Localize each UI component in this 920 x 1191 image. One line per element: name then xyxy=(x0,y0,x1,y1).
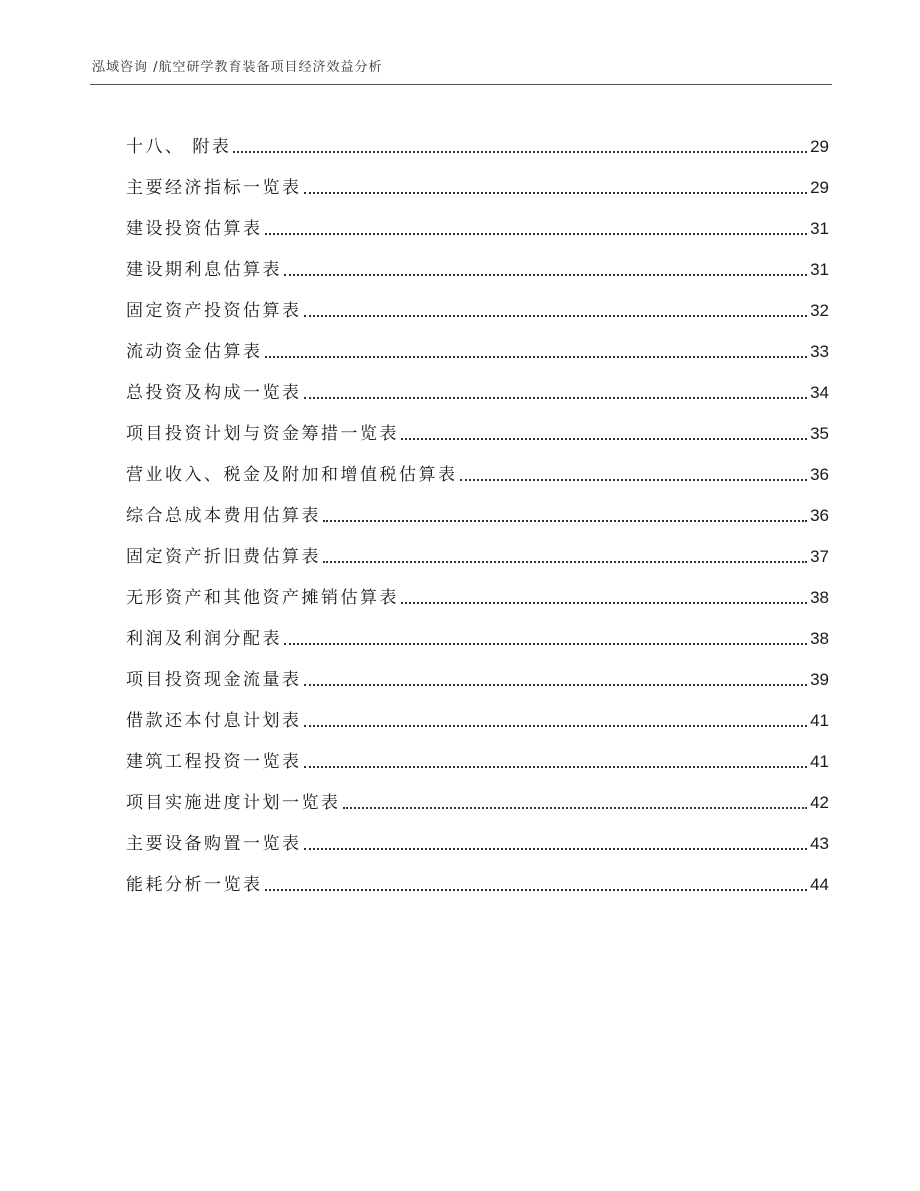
toc-dot-leader xyxy=(323,520,807,522)
toc-dot-leader xyxy=(304,848,808,850)
toc-dot-leader xyxy=(304,766,808,768)
toc-entry[interactable] xyxy=(126,325,829,366)
toc-entry[interactable] xyxy=(126,530,829,571)
toc-dot-leader xyxy=(304,315,808,317)
toc-entry-title: 建设期利息估算表 xyxy=(126,260,282,280)
toc-dot-leader xyxy=(401,602,807,604)
toc-dot-leader xyxy=(265,233,808,235)
toc-entry-page-number: 34 xyxy=(810,383,829,402)
toc-entry-page-number: 38 xyxy=(810,629,829,648)
toc-dot-leader xyxy=(304,397,808,399)
toc-entry-title: 综合总成本费用估算表 xyxy=(126,506,321,526)
header-divider xyxy=(90,84,832,85)
toc-entry-title: 项目投资现金流量表 xyxy=(126,670,302,690)
toc-dot-leader xyxy=(323,561,807,563)
toc-entry[interactable] xyxy=(126,694,829,735)
toc-entry-page-number: 32 xyxy=(810,301,829,320)
toc-entry-title: 固定资产折旧费估算表 xyxy=(126,547,321,567)
toc-dot-leader xyxy=(343,807,808,809)
toc-entry-page-number: 42 xyxy=(810,793,829,812)
toc-dot-leader xyxy=(233,151,807,153)
toc-dot-leader xyxy=(284,643,807,645)
toc-dot-leader xyxy=(304,725,808,727)
toc-entry[interactable] xyxy=(126,612,829,653)
toc-entry[interactable] xyxy=(126,243,829,284)
toc-dot-leader xyxy=(265,356,808,358)
toc-entry-title: 建设投资估算表 xyxy=(126,219,263,239)
toc-entry-page-number: 39 xyxy=(810,670,829,689)
toc-entry[interactable] xyxy=(126,366,829,407)
toc-entry-title: 主要设备购置一览表 xyxy=(126,834,302,854)
toc-entry[interactable] xyxy=(126,817,829,858)
toc-dot-leader xyxy=(284,274,807,276)
toc-entry-title: 无形资产和其他资产摊销估算表 xyxy=(126,588,399,608)
toc-entry-title: 建筑工程投资一览表 xyxy=(126,752,302,772)
toc-entry-page-number: 37 xyxy=(810,547,829,566)
toc-dot-leader xyxy=(304,684,808,686)
toc-entry-title: 营业收入、税金及附加和增值税估算表 xyxy=(126,465,458,485)
toc-entry[interactable] xyxy=(126,735,829,776)
toc-entry-title: 借款还本付息计划表 xyxy=(126,711,302,731)
toc-entry-page-number: 44 xyxy=(810,875,829,894)
toc-entry-page-number: 41 xyxy=(810,711,829,730)
toc-entry[interactable] xyxy=(126,448,829,489)
toc-entry-title: 能耗分析一览表 xyxy=(126,875,263,895)
toc-entry[interactable] xyxy=(126,776,829,817)
toc-dot-leader xyxy=(401,438,807,440)
toc-entry-page-number: 43 xyxy=(810,834,829,853)
toc-entry-title: 总投资及构成一览表 xyxy=(126,383,302,403)
toc-entry-title: 固定资产投资估算表 xyxy=(126,301,302,321)
toc-entry-page-number: 29 xyxy=(810,178,829,197)
toc-entry-title: 流动资金估算表 xyxy=(126,342,263,362)
toc-entry-title: 利润及利润分配表 xyxy=(126,629,282,649)
toc-entry-page-number: 35 xyxy=(810,424,829,443)
toc-entry[interactable] xyxy=(126,489,829,530)
page-header: 泓域咨询 /航空研学教育装备项目经济效益分析 xyxy=(92,60,383,75)
toc-entry[interactable] xyxy=(126,653,829,694)
toc-entry-page-number: 41 xyxy=(810,752,829,771)
toc-entry[interactable] xyxy=(126,407,829,448)
toc-entry-page-number: 36 xyxy=(810,506,829,525)
toc-entry-title: 项目投资计划与资金筹措一览表 xyxy=(126,424,399,444)
toc-entry-page-number: 36 xyxy=(810,465,829,484)
toc-entry[interactable] xyxy=(126,284,829,325)
toc-entry[interactable] xyxy=(126,571,829,612)
toc-dot-leader xyxy=(460,479,808,481)
toc-entry-title: 十八、 附表 xyxy=(126,137,232,157)
toc-dot-leader xyxy=(265,889,808,891)
toc-entry[interactable] xyxy=(126,161,829,202)
toc-dot-leader xyxy=(304,192,808,194)
toc-entry[interactable] xyxy=(126,120,829,161)
toc-entry-title: 主要经济指标一览表 xyxy=(126,178,302,198)
toc-entry-page-number: 38 xyxy=(810,588,829,607)
table-of-contents xyxy=(126,120,829,899)
toc-entry-page-number: 29 xyxy=(810,137,829,156)
toc-entry[interactable] xyxy=(126,202,829,243)
toc-entry-title: 项目实施进度计划一览表 xyxy=(126,793,341,813)
toc-entry[interactable] xyxy=(126,858,829,899)
toc-entry-page-number: 31 xyxy=(810,219,829,238)
toc-entry-page-number: 31 xyxy=(810,260,829,279)
toc-entry-page-number: 33 xyxy=(810,342,829,361)
